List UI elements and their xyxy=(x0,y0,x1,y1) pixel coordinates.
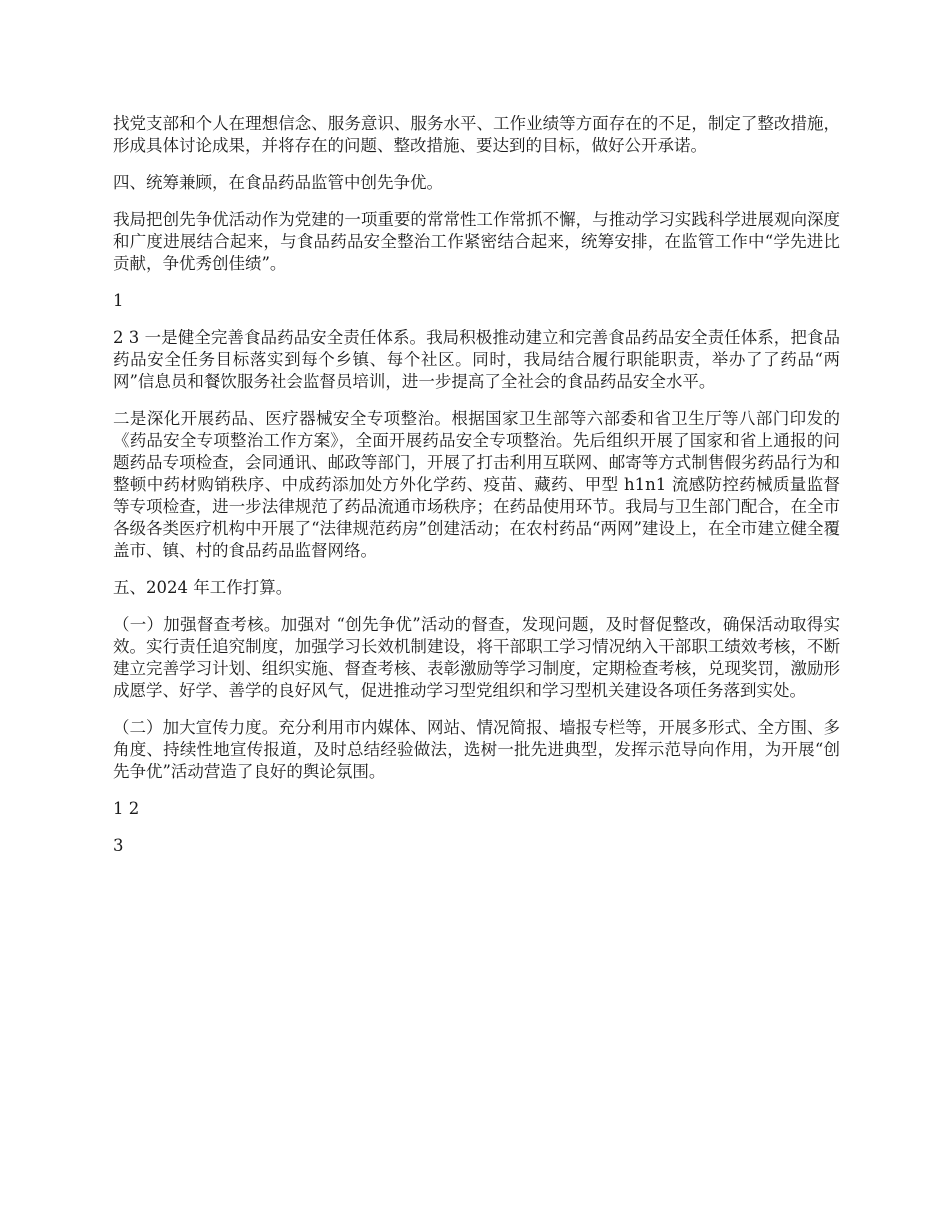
paragraph-responsibility-system: 2 3 一是健全完善食品药品安全责任体系。我局积极推动建立和完善食品药品安全责任体系，把食品药品安全任务目标落实到每个乡镇、每个社区。同时，我局结合履行职能职责，举办了了药品“两网”信息员和餐饮服务社会监督员培训，进一步提高了全社会的食品药品安全水平。 xyxy=(113,328,840,391)
paragraph-supervision-assessment: （一）加强督查考核。加强对 “创先争优”活动的督查，发现问题，及时督促整改，确保活动取得实效。实行责任追究制度，加强学习长效机制建设，将干部职工学习情况纳入干部职工绩效考核，不断建立完善学习计划、组织实施、督查考核、表彰激励等学习制度，定期检查考核，兑现奖罚，激励形成愿学、好学、善学的良好风气，促进推动学习型党组织和学习型机关建设各项任务落到实处。 xyxy=(113,615,840,700)
paragraph-rectification-commitment: 找党支部和个人在理想信念、服务意识、服务水平、工作业绩等方面存在的不足，制定了整改措施，形成具体讨论成果，并将存在的问题、整改措施、要达到的目标，做好公开承诺。 xyxy=(113,114,840,155)
section-heading-four: 四、统筹兼顾，在食品药品监管中创先争优。 xyxy=(113,173,443,192)
paragraph-publicity: （二）加大宣传力度。充分利用市内媒体、网站、情况简报、墙报专栏等，开展多形式、全方围、多角度、持续性地宣传报道，及时总结经验做法，选树一批先进典型，发挥示范导向作用，为开展“创先争优”活动营造了良好的舆论氛围。 xyxy=(113,718,840,781)
section-heading-five: 五、2024 年工作打算。 xyxy=(113,578,293,597)
paragraph-special-rectification: 二是深化开展药品、医疗器械安全专项整治。根据国家卫生部等六部委和省卫生厅等八部门印发的《药品安全专项整治工作方案》，全面开展药品安全专项整治。先后组织开展了国家和省上通报的问题药品专项检查，会同通讯、邮政等部门，开展了打击利用互联网、邮寄等方式制售假劣药品行为和整顿中药材购销秩序、中成药添加处方外化学药、疫苗、藏药、甲型 h1n1 流感防控药械质量监督等专项检查，进一步法律规范了药品流通市场秩序；在药品使用环节。我局与卫生部门配合，在全市各级各类医疗机构中开展了“法律规范药房”创建活动；在农村药品“两网”建设上，在全市建立健全覆盖市、镇、村的食品药品监督网络。 xyxy=(113,409,840,560)
page-number-marker: 1 2 xyxy=(113,799,140,818)
page-number-marker: 3 xyxy=(113,836,124,855)
paragraph-overall-planning: 我局把创先争优活动作为党建的一项重要的常常性工作常抓不懈，与推动学习实践科学进展观向深度和广度进展结合起来，与食品药品安全整治工作紧密结合起来，统筹安排，在监管工作中“学先进比贡献，争优秀创佳绩”。 xyxy=(113,210,840,273)
document-page xyxy=(113,113,840,872)
page-number-marker: 1 xyxy=(113,291,124,310)
